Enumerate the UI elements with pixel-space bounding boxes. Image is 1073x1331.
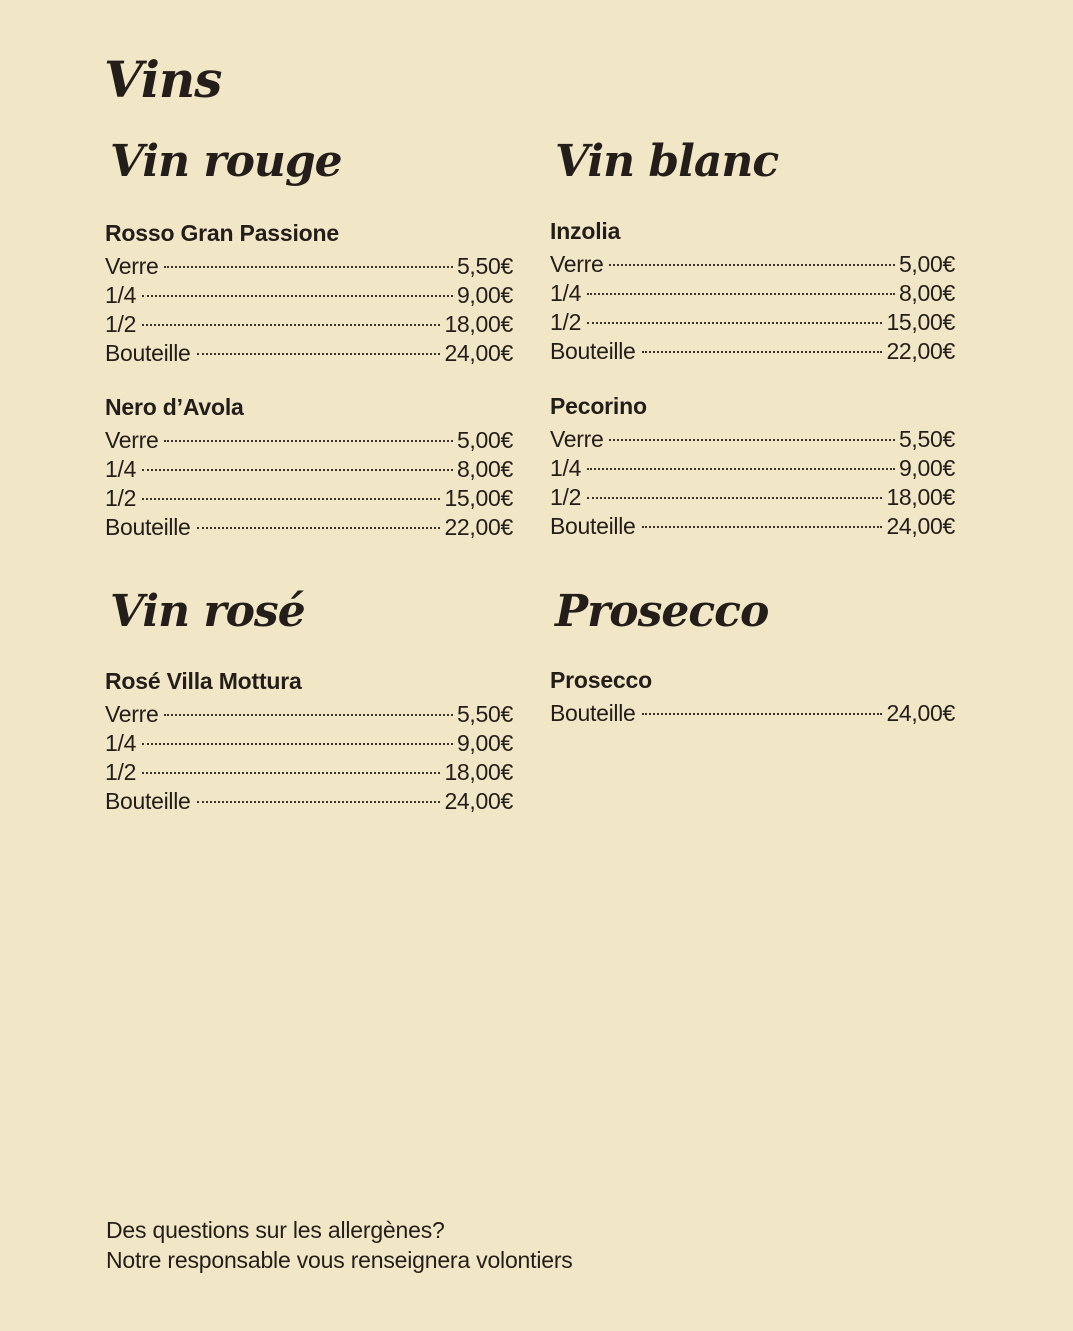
price-row-demi (105, 758, 513, 787)
size-label: Bouteille (105, 514, 191, 540)
price: 9,00€ (456, 730, 513, 756)
size-label: Verre (550, 251, 604, 277)
price-row-bouteille (105, 339, 513, 368)
dot-leader (142, 772, 440, 774)
price: 5,00€ (898, 251, 955, 277)
price: 9,00€ (456, 282, 513, 308)
dot-leader (642, 351, 883, 353)
dot-leader (587, 293, 895, 295)
section-title-prosecco: Prosecco (555, 586, 769, 637)
dot-leader (642, 713, 883, 715)
dot-leader (197, 801, 441, 803)
allergen-info: Notre responsable vous renseignera volontiers (106, 1247, 573, 1273)
dot-leader (164, 266, 452, 268)
price-row-bouteille (550, 512, 955, 541)
price-row-verre (550, 250, 955, 279)
price: 5,50€ (898, 426, 955, 452)
wine-inzolia (550, 217, 955, 366)
price: 24,00€ (886, 700, 955, 726)
size-label: Verre (550, 426, 604, 452)
price: 18,00€ (444, 311, 513, 337)
size-label: Bouteille (550, 700, 636, 726)
wine-name: Rosé Villa Mottura (105, 668, 302, 694)
dot-leader (642, 526, 883, 528)
wine-pecorino (550, 392, 955, 541)
dot-leader (142, 743, 453, 745)
price: 9,00€ (898, 455, 955, 481)
wine-nero-davola (105, 393, 513, 542)
size-label: 1/4 (105, 730, 137, 756)
size-label: 1/4 (550, 280, 582, 306)
price: 5,50€ (456, 253, 513, 279)
size-label: Bouteille (550, 338, 636, 364)
price-row-demi (550, 308, 955, 337)
price-row-quart (550, 279, 955, 308)
page-title: Vins (104, 50, 222, 109)
wine-prosecco (550, 666, 955, 728)
price: 22,00€ (444, 514, 513, 540)
size-label: 1/2 (105, 485, 137, 511)
price-row-bouteille (550, 337, 955, 366)
section-title-vin-rose: Vin rosé (110, 586, 305, 637)
size-label: 1/2 (550, 309, 582, 335)
price-row-bouteille (105, 513, 513, 542)
price: 24,00€ (444, 788, 513, 814)
price-row-demi (550, 483, 955, 512)
price-row-demi (105, 484, 513, 513)
dot-leader (197, 353, 441, 355)
dot-leader (587, 497, 882, 499)
price: 15,00€ (444, 485, 513, 511)
size-label: Bouteille (105, 340, 191, 366)
size-label: Verre (105, 253, 159, 279)
size-label: Verre (105, 701, 159, 727)
dot-leader (197, 527, 441, 529)
price-row-quart (550, 454, 955, 483)
price: 24,00€ (886, 513, 955, 539)
dot-leader (164, 714, 452, 716)
dot-leader (142, 324, 440, 326)
allergen-question: Des questions sur les allergènes? (106, 1217, 445, 1243)
size-label: Bouteille (550, 513, 636, 539)
wine-name: Prosecco (550, 667, 652, 693)
dot-leader (587, 468, 895, 470)
dot-leader (142, 295, 453, 297)
price: 5,50€ (456, 701, 513, 727)
dot-leader (609, 439, 894, 441)
price-row-demi (105, 310, 513, 339)
price-row-quart (105, 729, 513, 758)
wine-rosso-gran-passione (105, 219, 513, 368)
price: 8,00€ (898, 280, 955, 306)
size-label: 1/4 (105, 282, 137, 308)
wine-name: Nero d’Avola (105, 394, 244, 420)
size-label: 1/4 (105, 456, 137, 482)
wine-name: Rosso Gran Passione (105, 220, 339, 246)
price: 5,00€ (456, 427, 513, 453)
price-row-verre (105, 252, 513, 281)
price: 18,00€ (886, 484, 955, 510)
price: 24,00€ (444, 340, 513, 366)
price-row-verre (105, 700, 513, 729)
dot-leader (609, 264, 894, 266)
price-row-bouteille (105, 787, 513, 816)
size-label: 1/2 (550, 484, 582, 510)
price-row-quart (105, 455, 513, 484)
price: 8,00€ (456, 456, 513, 482)
price-row-verre (105, 426, 513, 455)
dot-leader (142, 469, 453, 471)
size-label: 1/2 (105, 311, 137, 337)
price-row-bouteille (550, 699, 955, 728)
price-row-verre (550, 425, 955, 454)
dot-leader (164, 440, 452, 442)
section-title-vin-rouge: Vin rouge (110, 136, 342, 187)
size-label: 1/2 (105, 759, 137, 785)
dot-leader (587, 322, 882, 324)
section-title-vin-blanc: Vin blanc (555, 136, 779, 187)
allergen-notice (106, 1215, 573, 1275)
size-label: 1/4 (550, 455, 582, 481)
price: 22,00€ (886, 338, 955, 364)
price: 18,00€ (444, 759, 513, 785)
wine-name: Pecorino (550, 393, 647, 419)
price: 15,00€ (886, 309, 955, 335)
price-row-quart (105, 281, 513, 310)
wine-rose-villa-mottura (105, 667, 513, 816)
size-label: Verre (105, 427, 159, 453)
wine-name: Inzolia (550, 218, 621, 244)
dot-leader (142, 498, 440, 500)
size-label: Bouteille (105, 788, 191, 814)
